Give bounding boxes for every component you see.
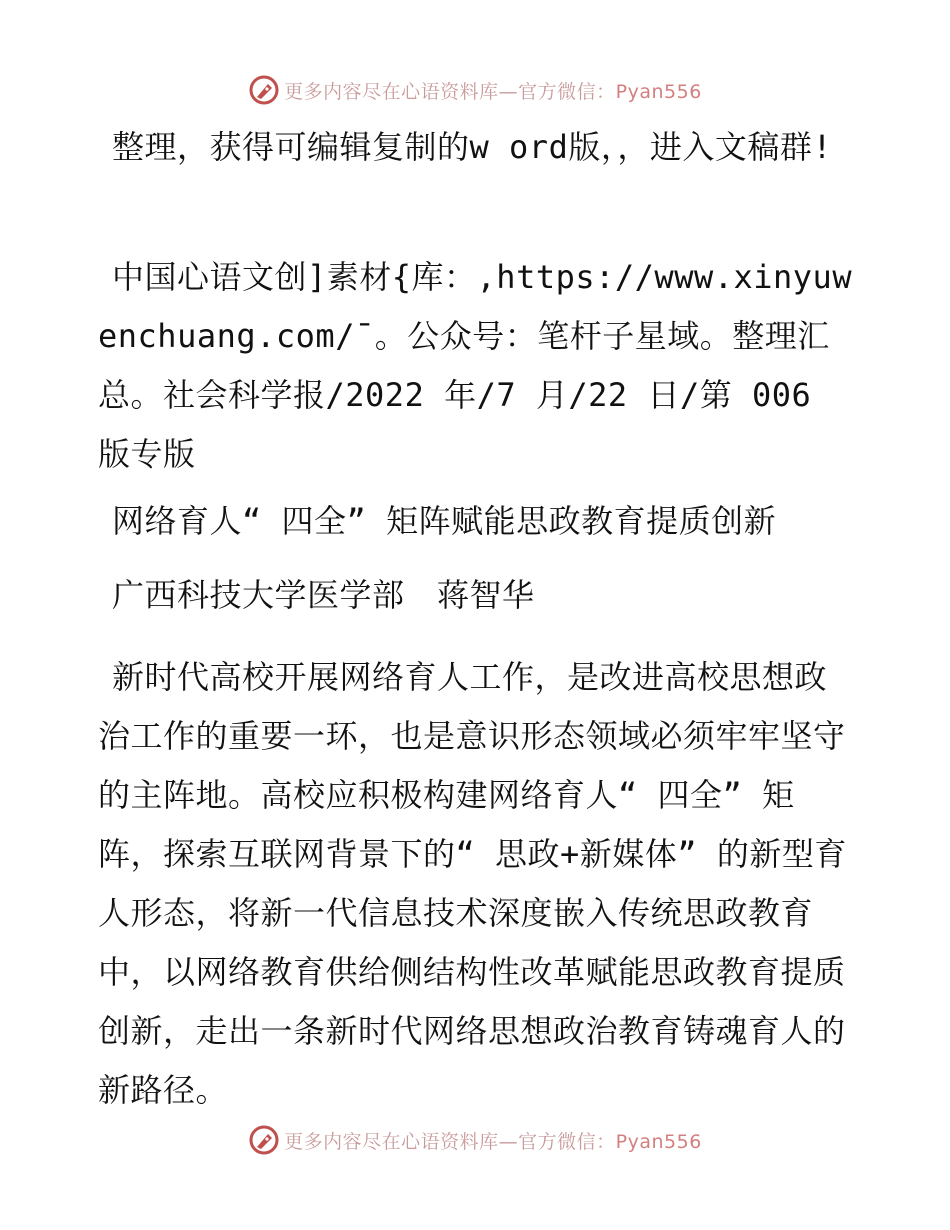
pen-nib-circle-icon	[248, 74, 280, 106]
banner-wechat-id: Pyan556	[615, 80, 702, 103]
footer-watermark-banner	[0, 1120, 950, 1160]
source-paragraph: 中国心语文创]素材{库：,https://www.xinyuwenchuang.com/¯。公众号：笔杆子星域。整理汇总。社会科学报/2022 年/7 月/22 日/第 006 版专版	[98, 258, 853, 473]
pen-nib-circle-icon	[248, 1124, 280, 1156]
intro-paragraph: 整理，获得可编辑复制的w ord版，，进入文稿群!	[112, 128, 833, 166]
article-author: 广西科技大学医学部 蒋智华	[112, 576, 535, 614]
article-title: 网络育人“ 四全” 矩阵赋能思政教育提质创新	[112, 502, 777, 540]
header-watermark-banner	[0, 70, 950, 110]
banner-text	[284, 1127, 702, 1154]
banner-text-cn: 更多内容尽在心语资料库—官方微信：	[284, 1130, 616, 1153]
banner-text	[284, 77, 702, 104]
body-paragraph: 新时代高校开展网络育人工作，是改进高校思想政治工作的重要一环，也是意识形态领域必须牢牢坚守的主阵地。高校应积极构建网络育人“ 四全” 矩阵，探索互联网背景下的“ 思政+新媒体” 的新型育人形态，将新一代信息技术深度嵌入传统思政教育中，以网络教育供给侧结构性改革赋能思政教育提质创新，走出一条新时代网络思想政治教育铸魂育人的新路径。	[98, 658, 847, 1109]
banner-text-cn: 更多内容尽在心语资料库—官方微信：	[284, 80, 616, 103]
banner-wechat-id: Pyan556	[615, 1130, 702, 1153]
